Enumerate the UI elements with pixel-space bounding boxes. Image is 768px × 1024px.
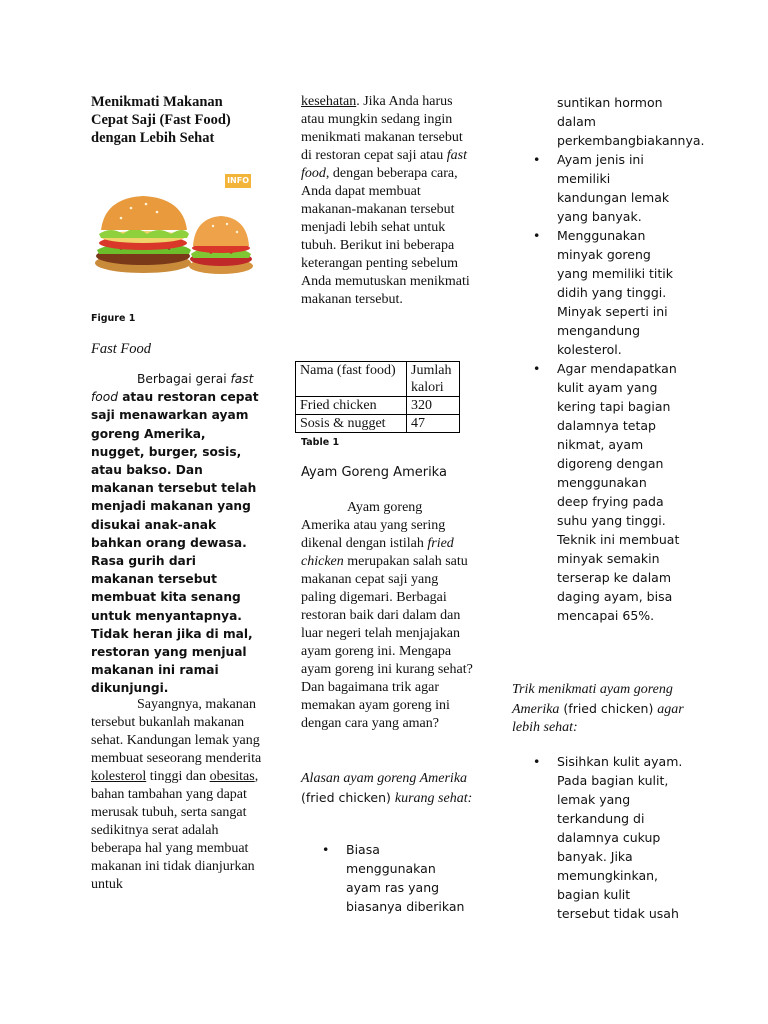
bullet-icon: •	[533, 754, 541, 769]
bullet-icon: •	[322, 842, 330, 857]
burger-image	[91, 168, 257, 296]
table-cell: Sosis & nugget	[296, 415, 407, 433]
list-item-text: Ayam jenis ini memiliki kandungan lemak yang banyak.	[557, 152, 670, 224]
text: merupakan salah satu makanan cepat saji yang paling digemari. Berbagai restoran baik dari dalam dan luar negeri telah menjajakan ayam goreng ini. Mengapa ayam goreng ini kurang sehat? Dan bagaimana trik agar memakan ayam goreng ini dengan cara yang aman?	[301, 554, 473, 731]
table-header: Nama (fast food)	[296, 362, 407, 397]
text: Berbagai gerai	[137, 372, 231, 386]
title-line: dengan Lebih Sehat	[91, 130, 215, 146]
heading-trik	[512, 681, 684, 737]
list-item	[533, 359, 681, 625]
list-item	[533, 150, 681, 226]
section-heading-fast-food: Fast Food	[91, 341, 152, 357]
paragraph-ayam	[301, 499, 473, 733]
title-line: Cepat Saji (Fast Food)	[91, 112, 231, 128]
table-header-row	[296, 362, 460, 397]
bullet-icon: •	[533, 361, 541, 376]
section-heading-ayam: Ayam Goreng Amerika	[301, 465, 447, 480]
paragraph-continued	[301, 93, 473, 309]
text: , bahan tambahan yang dapat merusak tubuh, serta sangat sedikitnya serat adalah beberapa hal yang membuat makanan ini tidak dianjurkan untuk	[91, 769, 259, 892]
title-line: Menikmati Makanan	[91, 94, 223, 110]
text: kurang sehat:	[394, 791, 473, 806]
text: fried chicken	[301, 536, 454, 569]
tips-list	[533, 752, 683, 923]
list-item	[533, 752, 683, 923]
list-item	[533, 226, 681, 359]
text: fast food	[91, 372, 254, 405]
table-row	[296, 415, 460, 433]
heading-alasan	[301, 768, 473, 808]
reasons-list-part1	[322, 840, 472, 916]
text: Sayangnya, makanan tersebut bukanlah makanan sehat. Kandungan lemak yang membuat seseorang menderita	[91, 697, 262, 766]
text: atau restoran cepat saji menawarkan ayam goreng Amerika, nugget, burger, sosis, atau bakso. Dan makanan tersebut telah menjadi makanan yang disukai anak-anak bahkan orang dewasa. Rasa gurih dari makanan tersebut membuat kita senang untuk menyantapnya. Tidak heran jika di mal, restoran yang menjual makanan ini ramai dikunjungi.	[91, 390, 259, 696]
text: . Jika Anda harus atau mungkin sedang ingin menikmati makanan tersebut di restoran cepat saji atau	[301, 94, 463, 163]
text: Alasan ayam goreng Amerika	[301, 771, 468, 786]
table-caption: Table 1	[301, 437, 340, 448]
list-item-text: Sisihkan kulit ayam. Pada bagian kulit, lemak yang terkandung di dalamnya cukup banyak. Jika memungkinkan, bagian kulit tersebut tidak usah	[557, 754, 683, 921]
text: fast food	[301, 148, 468, 181]
text: agar lebih sehat:	[512, 702, 684, 735]
info-badge: INFO	[225, 174, 251, 188]
table-cell: 47	[407, 415, 460, 433]
text: , dengan beberapa cara, Anda dapat membuat makanan-makanan tersebut menjadi lebih sehat untuk tubuh. Berikut ini beberapa keterangan penting sebelum Anda memutuskan menikmati makanan tersebut.	[301, 166, 470, 307]
table-row	[296, 397, 460, 415]
paragraph-intro	[91, 370, 263, 698]
table-cell: 320	[407, 397, 460, 415]
reasons-list-part2	[533, 93, 705, 625]
table-cell: Fried chicken	[296, 397, 407, 415]
text: Trik menikmati ayam goreng Amerika	[512, 682, 673, 717]
link-obesitas[interactable]: obesitas	[209, 769, 255, 784]
bullet-icon: •	[533, 228, 541, 243]
calorie-table	[295, 361, 460, 433]
figure-caption: Figure 1	[91, 313, 136, 324]
table-header: Jumlah kalori	[407, 362, 460, 397]
text: (fried chicken)	[301, 790, 395, 805]
list-item-continuation: suntikan hormon dalam perkembangbiakannya.	[557, 95, 705, 148]
list-item-text: Biasa menggunakan ayam ras yang biasanya diberikan	[346, 842, 465, 914]
paragraph-sayangnya	[91, 696, 263, 894]
article-title	[91, 93, 271, 147]
text: tinggi dan	[146, 769, 210, 784]
link-kolesterol[interactable]: kolesterol	[91, 769, 147, 784]
list-item-text: Agar mendapatkan kulit ayam yang kering tapi bagian dalamnya tetap nikmat, ayam digoreng dengan menggunakan deep frying pada suhu yang tinggi. Teknik ini membuat minyak semakin terserap ke dalam daging ayam, bisa mencapai 65%.	[557, 361, 680, 623]
list-item-text: Menggunakan minyak goreng yang memiliki titik didih yang tinggi. Minyak seperti ini mengandung kolesterol.	[557, 228, 674, 357]
text: (fried chicken)	[559, 701, 658, 716]
text: Ayam goreng Amerika atau yang sering dikenal dengan istilah	[301, 500, 446, 551]
link-kesehatan[interactable]: kesehatan	[301, 94, 357, 109]
bullet-icon: •	[533, 152, 541, 167]
